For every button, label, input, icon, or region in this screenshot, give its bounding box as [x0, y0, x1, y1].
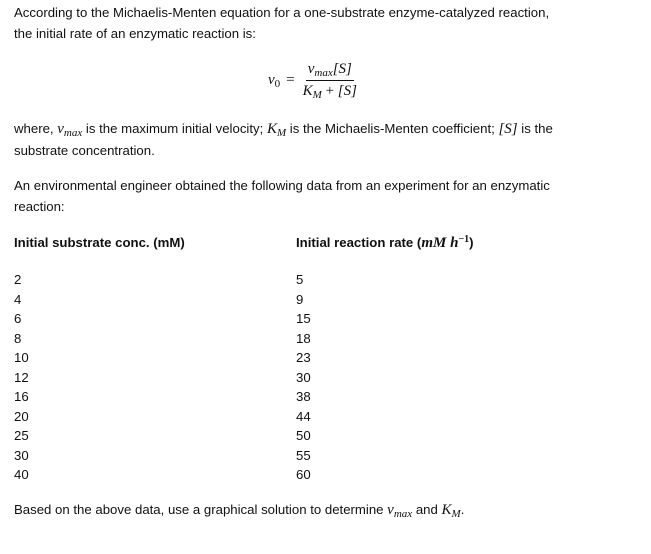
header-reaction-rate	[296, 233, 474, 253]
rate-value: 9	[296, 291, 304, 307]
michaelis-menten-equation	[268, 56, 359, 104]
header-rate-suffix: )	[469, 235, 474, 250]
conc-value: 8	[14, 330, 22, 346]
den-subscript: M	[312, 88, 322, 101]
conc-value: 25	[14, 428, 29, 443]
rate-value: 60	[296, 467, 311, 482]
intro-line-1: According to the Michaelis-Menten equation for a one-substrate enzyme-catalyzed reaction,	[14, 5, 550, 20]
equals-sign: =	[286, 71, 295, 88]
conc-value: 40	[14, 467, 29, 482]
equation-lhs	[268, 72, 280, 89]
engineer-line-2: reaction:	[14, 199, 65, 214]
where-paragraph	[14, 118, 639, 161]
where-text-3: is the Michaelis-Menten coefficient;	[286, 121, 499, 136]
num-v: v	[307, 60, 315, 77]
question-v-subscript: max	[393, 508, 413, 520]
question-text-2: and	[412, 502, 442, 517]
equation-denominator	[301, 81, 359, 100]
where-k-subscript: M	[276, 127, 287, 139]
where-line-2: substrate concentration.	[14, 143, 155, 158]
question-paragraph	[14, 499, 639, 521]
where-text-2: is the maximum initial velocity;	[82, 121, 267, 136]
question-v: v	[387, 502, 394, 518]
header-substrate-conc: Initial substrate conc. (mM)	[14, 235, 185, 250]
question-text-1: Based on the above data, use a graphical solution to determine	[14, 502, 388, 517]
where-text-1: where,	[14, 121, 58, 136]
conc-value: 30	[14, 447, 29, 463]
header-rate-prefix: Initial reaction rate (	[296, 235, 422, 250]
rate-value: 44	[296, 408, 311, 424]
rate-value: 55	[296, 447, 311, 463]
header-rate-unit: mM h	[421, 235, 459, 251]
question-k: K	[441, 502, 452, 518]
lhs-subscript: 0	[274, 77, 281, 90]
rate-value: 23	[296, 350, 311, 365]
num-subscript: max	[314, 66, 333, 79]
engineer-paragraph	[14, 175, 639, 217]
engineer-line-1: An environmental engineer obtained the following data from an experiment for an enzymatic	[14, 178, 550, 193]
den-substrate: [S]	[337, 82, 357, 99]
rate-value: 15	[296, 311, 311, 326]
conc-value: 20	[14, 408, 29, 424]
conc-value: 2	[14, 272, 22, 287]
rate-value: 38	[296, 389, 311, 404]
reaction-rate-column	[296, 270, 311, 485]
den-plus: +	[321, 82, 338, 99]
conc-value: 12	[14, 369, 29, 385]
equation-numerator	[306, 61, 354, 81]
where-v-subscript: max	[63, 127, 83, 139]
intro-line-2: the initial rate of an enzymatic reaction is:	[14, 26, 256, 41]
where-line-1	[14, 118, 639, 140]
lhs-v: v	[268, 71, 275, 88]
where-k: K	[266, 121, 277, 137]
conc-value: 4	[14, 291, 22, 307]
substrate-conc-column	[14, 270, 29, 485]
rate-value: 5	[296, 272, 304, 287]
rate-value: 50	[296, 428, 311, 443]
header-rate-exponent: −1	[458, 234, 470, 245]
conc-value: 10	[14, 350, 29, 365]
num-substrate: [S]	[332, 60, 352, 77]
rate-value: 30	[296, 369, 311, 385]
question-k-subscript: M	[451, 508, 461, 520]
equation-fraction	[301, 61, 359, 100]
where-v: v	[57, 121, 64, 137]
intro-paragraph	[14, 2, 639, 44]
conc-value: 6	[14, 311, 22, 326]
den-k: K	[302, 82, 313, 99]
conc-value: 16	[14, 389, 29, 404]
question-text-3: .	[460, 502, 465, 517]
where-s: [S]	[498, 121, 518, 137]
rate-value: 18	[296, 330, 311, 346]
where-text-4: is the	[517, 121, 553, 136]
